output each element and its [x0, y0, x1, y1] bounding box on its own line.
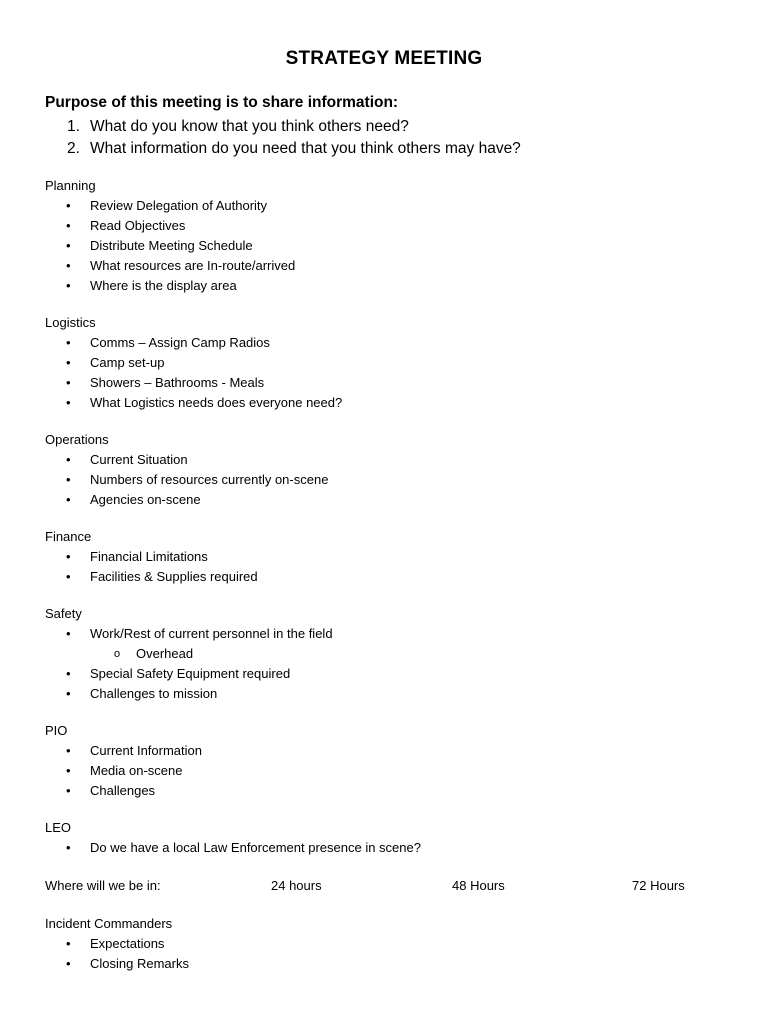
bullet-list [45, 741, 202, 801]
item-text: Agencies on-scene [90, 492, 201, 507]
bullet-icon: • [66, 335, 71, 350]
bullet-icon: • [66, 198, 71, 213]
item-text: Comms – Assign Camp Radios [90, 335, 270, 350]
item-text: Current Information [90, 743, 202, 758]
item-text: Distribute Meeting Schedule [90, 238, 253, 253]
bullet-icon: • [66, 549, 71, 564]
section-safety [45, 604, 333, 704]
bullet-icon: • [66, 936, 71, 951]
bullet-icon: • [66, 666, 71, 681]
timeline-48-hours: 48 Hours [452, 878, 505, 893]
list-item [45, 781, 202, 801]
list-item [45, 664, 333, 684]
list-item [45, 450, 328, 470]
section-planning [45, 176, 295, 296]
item-text: Review Delegation of Authority [90, 198, 268, 213]
bullet-icon: • [66, 395, 71, 410]
timeline-row [45, 876, 725, 896]
bullet-icon: • [66, 278, 71, 293]
item-text: Do we have a local Law Enforcement presence in scene? [90, 840, 421, 855]
bullet-icon: • [66, 763, 71, 778]
item-text: What do you know that you think others need? [90, 118, 409, 135]
section-finance [45, 527, 258, 587]
list-item [45, 954, 189, 974]
bullet-icon: • [66, 956, 71, 971]
purpose-item [45, 138, 521, 160]
bullet-icon: • [66, 452, 71, 467]
bullet-list [45, 838, 421, 858]
page-title: STRATEGY MEETING [285, 48, 483, 69]
bullet-list [45, 624, 333, 704]
bullet-list [45, 333, 342, 413]
section-incident-commanders [45, 914, 189, 974]
item-text: Financial Limitations [90, 549, 208, 564]
item-text: Current Situation [90, 452, 188, 467]
bullet-icon: • [66, 355, 71, 370]
item-number: 2. [67, 140, 80, 157]
bullet-icon: • [66, 238, 71, 253]
circle-bullet-icon: o [114, 648, 121, 660]
list-item [45, 934, 189, 954]
purpose-item [45, 116, 521, 138]
item-text: Challenges [90, 783, 156, 798]
section-heading: PIO [45, 723, 68, 738]
item-text: What Logistics needs does everyone need? [90, 395, 343, 410]
item-text: Showers – Bathrooms - Meals [90, 375, 265, 390]
bullet-icon: • [66, 569, 71, 584]
item-text: What resources are In-route/arrived [90, 258, 296, 273]
bullet-list [45, 450, 328, 510]
section-heading: Planning [45, 178, 96, 193]
bullet-icon: • [66, 258, 71, 273]
bullet-icon: • [66, 626, 71, 641]
section-leo [45, 818, 421, 858]
item-text: Media on-scene [90, 763, 183, 778]
list-item [45, 741, 202, 761]
timeline-72-hours: 72 Hours [632, 878, 685, 893]
timeline-24-hours: 24 hours [271, 878, 322, 893]
list-item [45, 393, 342, 413]
item-text: Challenges to mission [90, 686, 218, 701]
list-item [45, 373, 342, 393]
list-item [45, 547, 258, 567]
list-item [45, 216, 295, 236]
item-text: Facilities & Supplies required [90, 569, 258, 584]
item-text: Closing Remarks [90, 956, 189, 971]
bullet-list [45, 934, 189, 974]
item-text: Work/Rest of current personnel in the field [90, 626, 333, 641]
list-item [45, 567, 258, 587]
bullet-icon: • [66, 218, 71, 233]
bullet-icon: • [66, 743, 71, 758]
item-text: What information do you need that you think others may have? [90, 140, 521, 157]
item-text: Special Safety Equipment required [90, 666, 291, 681]
item-text: Where is the display area [90, 278, 237, 293]
bullet-icon: • [66, 686, 71, 701]
bullet-icon: • [66, 375, 71, 390]
list-item [45, 276, 295, 296]
bullet-list [45, 547, 258, 587]
list-item [45, 624, 333, 644]
bullet-icon: • [66, 492, 71, 507]
list-item [45, 490, 328, 510]
list-item [45, 333, 342, 353]
item-text: Read Objectives [90, 218, 186, 233]
section-pio [45, 721, 202, 801]
section-heading: Operations [45, 432, 109, 447]
section-operations [45, 430, 328, 510]
bullet-icon: • [66, 840, 71, 855]
item-text: Expectations [90, 936, 165, 951]
section-logistics [45, 313, 342, 413]
bullet-list [45, 196, 295, 296]
bullet-icon: • [66, 783, 71, 798]
list-item [45, 196, 295, 216]
bullet-icon: • [66, 472, 71, 487]
list-item [45, 761, 202, 781]
item-number: 1. [67, 118, 80, 135]
timeline-label: Where will we be in: [45, 878, 161, 893]
list-item [45, 256, 295, 276]
sub-list-item [45, 644, 333, 664]
item-text: Camp set-up [90, 355, 165, 370]
list-item [45, 353, 342, 373]
section-heading: Incident Commanders [45, 916, 173, 931]
list-item [45, 684, 333, 704]
item-text: Overhead [136, 646, 194, 661]
list-item [45, 470, 328, 490]
item-text: Numbers of resources currently on-scene [90, 472, 329, 487]
list-item [45, 236, 295, 256]
purpose-heading: Purpose of this meeting is to share information: [45, 94, 399, 111]
section-heading: Finance [45, 529, 92, 544]
purpose-list [45, 116, 521, 160]
list-item [45, 838, 421, 858]
section-heading: LEO [45, 820, 72, 835]
section-heading: Safety [45, 606, 82, 621]
section-heading: Logistics [45, 315, 96, 330]
